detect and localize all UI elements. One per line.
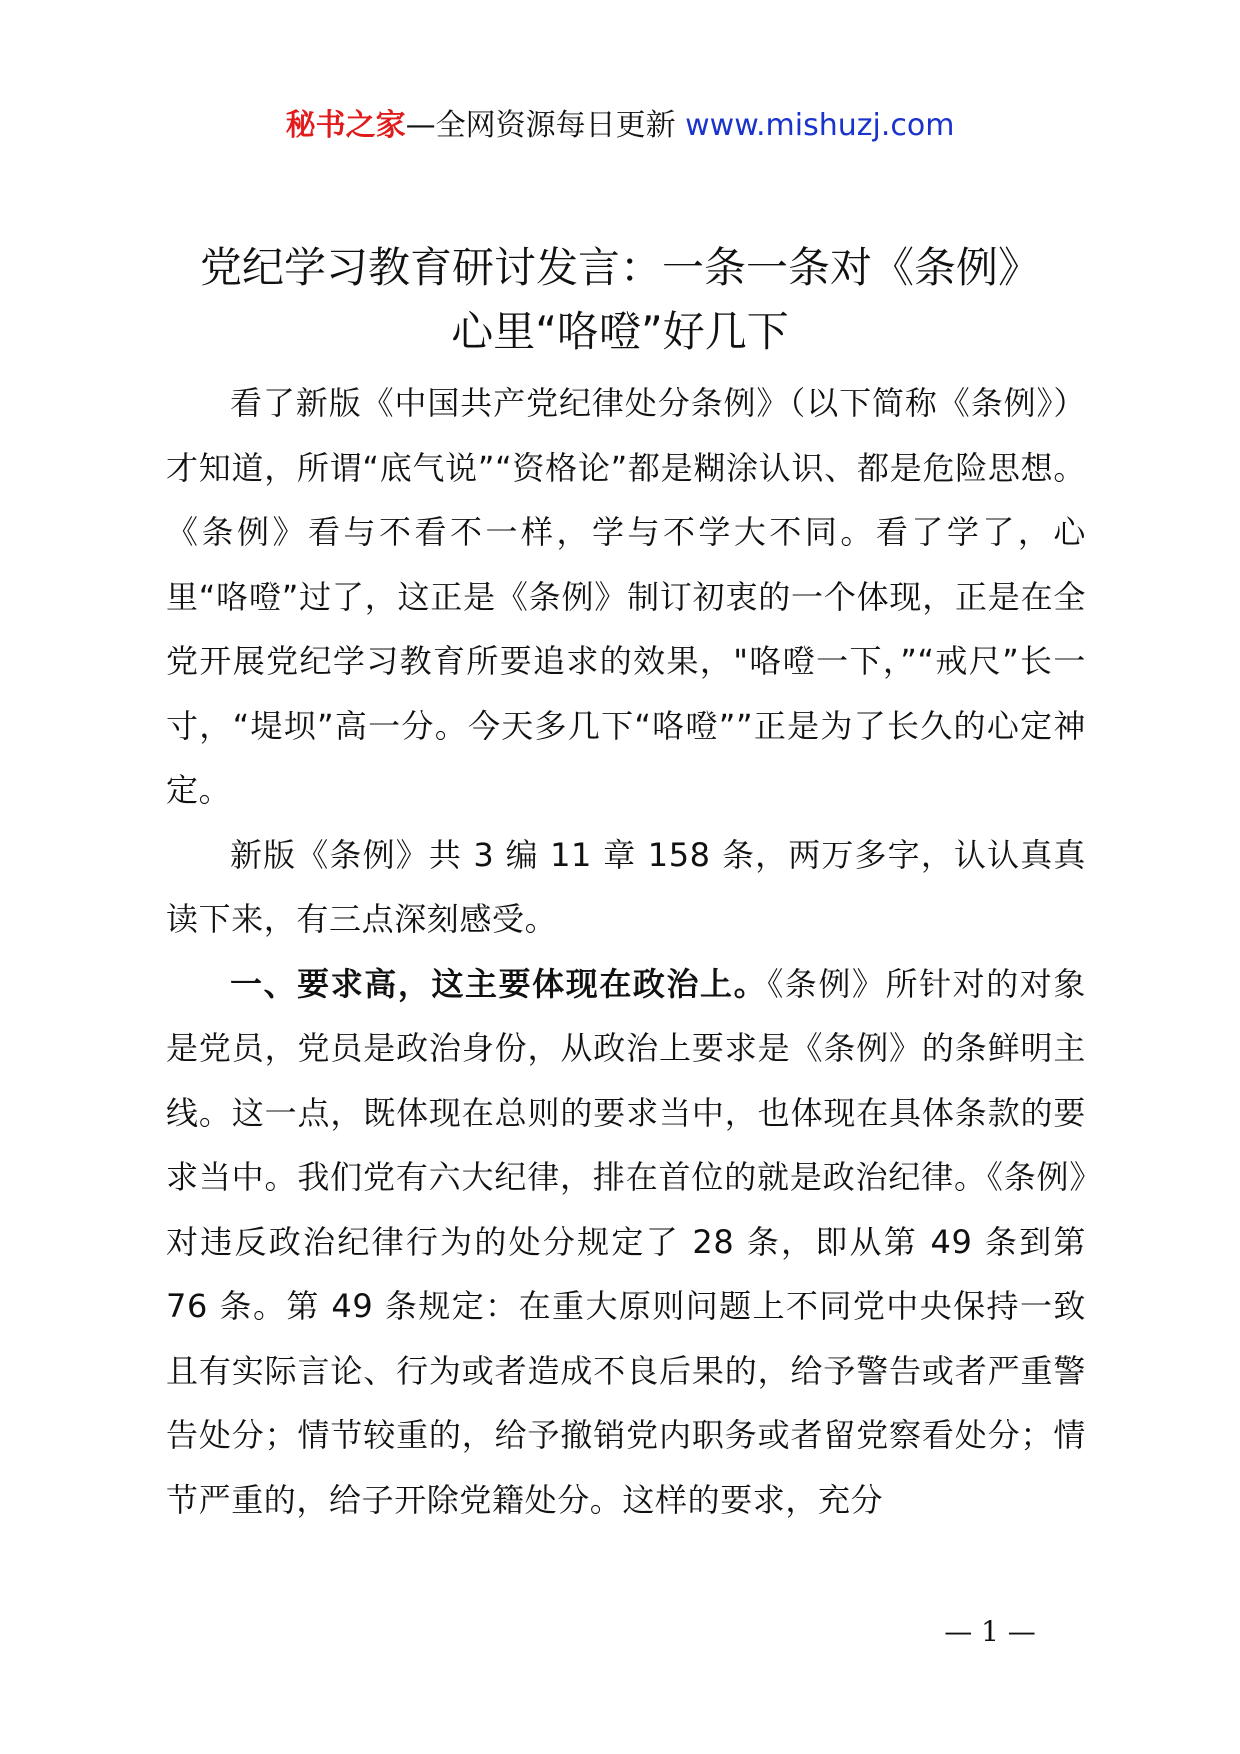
document-body [166,371,1086,1532]
paragraph-3-text: 《条例》所针对的对象是党员，党员是政治身份，从政治上要求是《条例》的条鲜明主线。这一点，既体现在总则的要求当中，也体现在具体条款的要求当中。我们党有六大纪律，排在首位的就是政治纪律。《条例》对违反政治纪律行为的处分规定了 28 条，即从第 49 条到第 76 条。第 49 条规定：在重大原则问题上不同党中央保持一致且有实际言论、行为或者造成不良后果的，给予警告或者严重警告处分；情节较重的，给予撤销党内职务或者留党察看处分；情节严重的，给子开除党籍处分。这样的要求，充分 [166,964,1086,1519]
header-tagline: —全网资源每日更新 [405,108,686,143]
site-header [0,104,1240,148]
paragraph-2: 新版《条例》共 3 编 11 章 158 条，两万多字，认认真真读下来，有三点深刻感受。 [166,835,1086,938]
page-number: — 1 — [944,1615,1036,1648]
title-line-2: 心里“咯噔”好几下 [451,307,789,356]
section-heading-1: 一、要求高，这主要体现在政治上。 [230,964,768,1003]
title-line-1: 党纪学习教育研讨发言：一条一条对《条例》 [199,243,1040,292]
site-url[interactable]: www.mishuzj.com [685,108,955,143]
brand-name: 秘书之家 [285,108,406,143]
paragraph-1: 看了新版《中国共产党纪律处分条例》（以下简称《条例》）才知道，所谓“底气说”“资格论”都是糊涂认识、都是危险思想。《条例》看与不看不一样，学与不学大不同。看了学了，心里“咯噔”过了，这正是《条例》制订初衷的一个体现，正是在全党开展党纪学习教育所要追求的效果，"咯噔一下，”“戒尺”长一寸，“堤坝”高一分。今天多几下“咯噔””正是为了长久的心定神定。 [166,384,1086,809]
paragraph-3 [166,952,1086,1533]
document-title [150,236,1090,364]
